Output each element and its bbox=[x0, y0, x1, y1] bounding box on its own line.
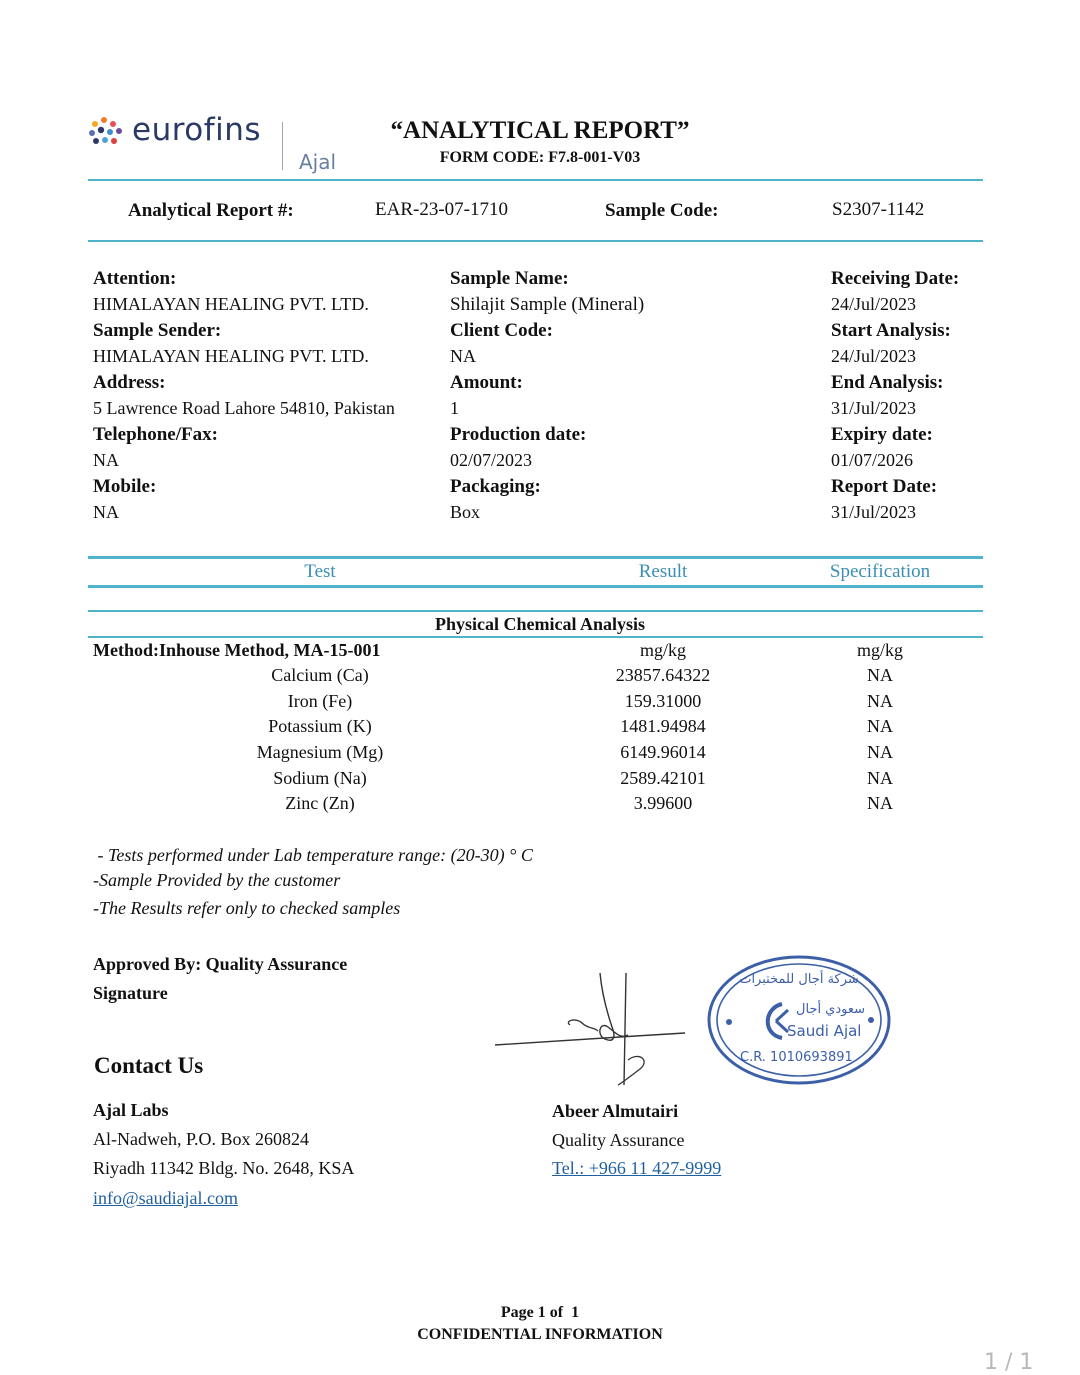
test-spec: NA bbox=[867, 742, 893, 762]
table-header-rule-top bbox=[88, 556, 983, 559]
test-spec: NA bbox=[867, 665, 893, 685]
contact-org: Ajal Labs bbox=[93, 1100, 169, 1120]
test-result: 159.31000 bbox=[624, 691, 702, 711]
stamp-latin: Saudi Ajal bbox=[787, 1022, 862, 1040]
report-title: “ANALYTICAL REPORT” bbox=[390, 117, 690, 144]
start-analysis-label: Start Analysis: bbox=[831, 320, 951, 341]
stamp-arabic-mid: سعودي أجال bbox=[796, 1002, 866, 1017]
report-date-label: Report Date: bbox=[831, 476, 938, 497]
test-name: Sodium (Na) bbox=[273, 768, 367, 788]
section-rule-top bbox=[88, 610, 983, 612]
table-row bbox=[0, 691, 1080, 717]
test-spec: NA bbox=[867, 691, 893, 711]
report-number-value: EAR-23-07-1710 bbox=[375, 199, 508, 220]
amount-label: Amount: bbox=[450, 372, 523, 393]
mobile-value: NA bbox=[93, 502, 119, 522]
test-spec: NA bbox=[867, 716, 893, 736]
sample-code-label: Sample Code: bbox=[605, 200, 719, 221]
section-rule-bottom bbox=[88, 636, 983, 638]
signature-label: Signature bbox=[93, 983, 168, 1003]
test-result: 23857.64322 bbox=[615, 665, 711, 685]
client-code-label: Client Code: bbox=[450, 320, 553, 341]
confidential-text: CONFIDENTIAL INFORMATION bbox=[417, 1326, 663, 1343]
sample-sender-value: HIMALAYAN HEALING PVT. LTD. bbox=[93, 346, 369, 366]
info-column-client bbox=[93, 268, 443, 528]
section-title: Physical Chemical Analysis bbox=[434, 614, 645, 634]
info-column-sample bbox=[450, 268, 780, 528]
eurofins-dots-icon bbox=[88, 116, 124, 148]
receiving-date-label: Receiving Date: bbox=[831, 268, 960, 289]
table-row bbox=[0, 716, 1080, 742]
test-result: 2589.42101 bbox=[620, 768, 706, 788]
viewer-page-indicator: 1 / 1 bbox=[984, 1350, 1034, 1375]
report-date-value: 31/Jul/2023 bbox=[831, 502, 917, 522]
approved-by: Approved By: Quality Assurance bbox=[93, 954, 348, 974]
receiving-date-value: 24/Jul/2023 bbox=[831, 294, 917, 314]
note-results: -The Results refer only to checked samples bbox=[93, 898, 401, 918]
table-row bbox=[0, 768, 1080, 794]
logo-divider bbox=[282, 122, 283, 170]
table-header-test: Test bbox=[304, 561, 336, 582]
eurofins-logo bbox=[88, 112, 288, 152]
method-label: Method:Inhouse Method, MA-15-001 bbox=[93, 640, 381, 660]
contact-role: Quality Assurance bbox=[552, 1130, 685, 1150]
note-temperature: - Tests performed under Lab temperature range: (20-30) ° C bbox=[93, 845, 533, 865]
test-name: Calcium (Ca) bbox=[271, 665, 369, 685]
test-name: Potassium (K) bbox=[268, 716, 372, 736]
test-spec: NA bbox=[867, 793, 893, 813]
sample-sender-label: Sample Sender: bbox=[93, 320, 222, 341]
production-date-label: Production date: bbox=[450, 424, 587, 445]
table-header-rule-bottom bbox=[88, 585, 983, 588]
report-number-label: Analytical Report #: bbox=[128, 200, 294, 221]
sample-name-label: Sample Name: bbox=[450, 268, 569, 289]
sample-code-value: S2307-1142 bbox=[832, 199, 925, 220]
contact-address-1: Al-Nadweh, P.O. Box 260824 bbox=[93, 1129, 309, 1149]
telephone-value: NA bbox=[93, 450, 119, 470]
telephone-label: Telephone/Fax: bbox=[93, 424, 218, 445]
test-result: 3.99600 bbox=[633, 793, 693, 813]
stamp-arabic-top: شركة أجال للمختبرات bbox=[739, 972, 859, 987]
contact-address-2: Riyadh 11342 Bldg. No. 2648, KSA bbox=[93, 1158, 355, 1178]
logo-text: eurofins bbox=[132, 112, 262, 148]
table-row bbox=[0, 793, 1080, 819]
start-analysis-value: 24/Jul/2023 bbox=[831, 346, 917, 366]
test-name: Iron (Fe) bbox=[287, 691, 353, 711]
stamp-cr: C.R. 1010693891 bbox=[740, 1050, 853, 1065]
table-header-result: Result bbox=[638, 561, 688, 582]
packaging-label: Packaging: bbox=[450, 476, 541, 497]
handwritten-signature bbox=[490, 965, 690, 1090]
contact-title: Contact Us bbox=[94, 1053, 204, 1078]
expiry-date-value: 01/07/2026 bbox=[831, 450, 914, 470]
test-name: Magnesium (Mg) bbox=[256, 742, 384, 762]
note-sample-provided: -Sample Provided by the customer bbox=[93, 870, 341, 890]
result-unit: mg/kg bbox=[639, 640, 686, 660]
address-value: 5 Lawrence Road Lahore 54810, Pakistan bbox=[93, 398, 395, 418]
end-analysis-value: 31/Jul/2023 bbox=[831, 398, 917, 418]
end-analysis-label: End Analysis: bbox=[831, 372, 944, 393]
amount-value: 1 bbox=[450, 398, 459, 418]
test-spec: NA bbox=[867, 768, 893, 788]
address-label: Address: bbox=[93, 372, 166, 393]
test-name: Zinc (Zn) bbox=[285, 793, 355, 813]
table-row bbox=[0, 742, 1080, 768]
expiry-date-label: Expiry date: bbox=[831, 424, 933, 445]
attention-label: Attention: bbox=[93, 268, 177, 289]
company-stamp bbox=[704, 952, 894, 1088]
production-date-value: 02/07/2023 bbox=[450, 450, 533, 470]
table-header-specification: Specification bbox=[829, 561, 931, 582]
contact-tel-link[interactable]: Tel.: +966 11 427-9999 bbox=[552, 1158, 722, 1178]
info-column-dates bbox=[831, 268, 1031, 528]
contact-person: Abeer Almutairi bbox=[552, 1101, 679, 1121]
test-result: 6149.96014 bbox=[620, 742, 706, 762]
table-row bbox=[0, 665, 1080, 691]
form-code: FORM CODE: F7.8-001-V03 bbox=[439, 149, 641, 166]
packaging-value: Box bbox=[450, 502, 481, 522]
header-rule bbox=[88, 179, 983, 181]
contact-email-link[interactable]: info@saudiajal.com bbox=[93, 1188, 239, 1208]
client-code-value: NA bbox=[450, 346, 476, 366]
page-number: Page 1 of 1 bbox=[500, 1304, 580, 1321]
spec-unit: mg/kg bbox=[856, 640, 903, 660]
test-result: 1481.94984 bbox=[620, 716, 706, 736]
attention-value: HIMALAYAN HEALING PVT. LTD. bbox=[93, 294, 369, 314]
report-bar-rule bbox=[88, 240, 983, 242]
sample-name-value: Shilajit Sample (Mineral) bbox=[450, 294, 645, 315]
mobile-label: Mobile: bbox=[93, 476, 157, 497]
logo-sub-text: Ajal bbox=[299, 150, 337, 174]
